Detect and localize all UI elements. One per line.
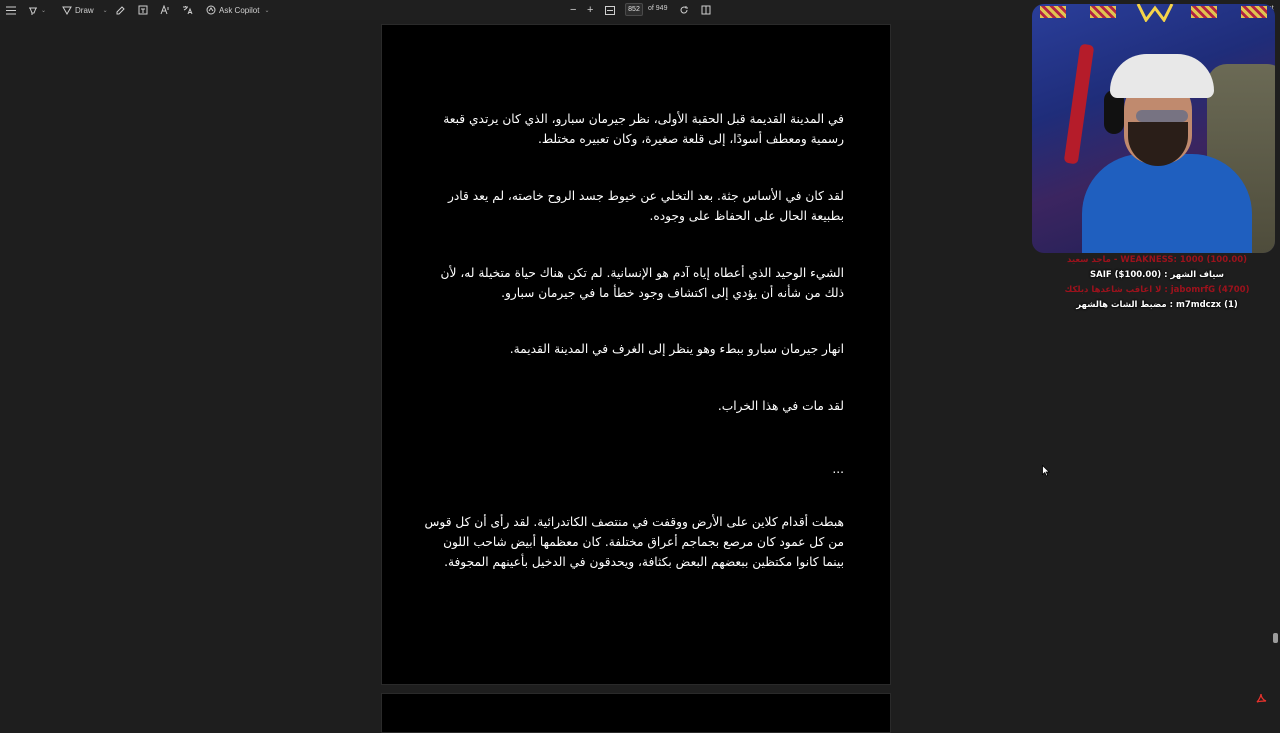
text-box-icon: [138, 5, 148, 15]
paragraph: لقد مات في هذا الخراب.: [717, 399, 844, 413]
draw-pen-icon: [62, 5, 72, 15]
stream-chat-overlay: [1062, 253, 1252, 313]
pdf-icon: [1255, 692, 1267, 704]
zoom-out-button[interactable]: [570, 4, 576, 16]
chevron-down-icon: ⌄: [102, 7, 108, 14]
read-aloud-icon: [160, 5, 170, 15]
chevron-down-icon: ⌄: [41, 7, 47, 14]
streamer-logo-icon: [1136, 4, 1174, 22]
draw-label: Draw: [75, 5, 94, 15]
fit-page-icon: [605, 6, 615, 15]
pdf-page: [381, 24, 891, 685]
paragraph: الشيء الوحيد الذي أعطاه إياه آدم هو الإنسانية. لم تكن هناك حياة متخيلة له، لأن ذلك من شأنه أن يؤدي إلى اكتشاف وجود خطأ ما في جيرمان سبارو.: [440, 266, 844, 300]
erase-button[interactable]: [115, 4, 125, 16]
webcam-overlay: [1032, 4, 1275, 253]
fit-page-button[interactable]: [605, 4, 615, 16]
chat-faded-line: WEAKNESS: 1000 (100.00) - ماجد سعيد: [1066, 255, 1248, 265]
page-count: of 949: [648, 5, 668, 12]
frame-gem-decoration: [1090, 6, 1116, 18]
sidebar-toggle-button[interactable]: [6, 4, 16, 16]
highlight-button[interactable]: [28, 4, 46, 16]
ellipsis-paragraph: ...: [832, 462, 844, 476]
frame-gem-decoration: [1241, 6, 1267, 18]
translate-icon: [182, 5, 193, 15]
page-number-input[interactable]: 852: [625, 3, 643, 16]
streamer-cap: [1110, 54, 1214, 98]
page-view-icon: [701, 5, 711, 15]
read-aloud-button[interactable]: [160, 4, 170, 16]
streamer-hoodie: [1082, 154, 1252, 253]
chevron-down-icon: ⌄: [264, 7, 270, 14]
rotate-icon: [679, 5, 689, 15]
glasses-shape: [1136, 110, 1188, 122]
pdf-page-next: [381, 693, 891, 733]
paragraph: انهار جيرمان سبارو ببطء وهو ينظر إلى الغرف في المدينة القديمة.: [509, 342, 844, 356]
paragraph: هبطت أقدام كلاين على الأرض ووقفت في منتصف الكاتدرائية. لقد رأى أن كل قوس من كل عمود كان مرصع بجماجم أعراق مختلفة. كان معظمها أبيض شاحب اللون بينما كانوا مكتظين ببعضهم البعض بكثافة، ويحدقون في الدخيل بأعينهم المجوفة.: [424, 515, 844, 569]
translate-button[interactable]: [182, 4, 193, 16]
paragraph: في المدينة القديمة قبل الحقبة الأولى، نظر جيرمان سبارو، الذي كان يرتدي قبعة رسمية ومعطف أسودًا، إلى قلعة صغيرة، وكان تعبيره مختلط.: [443, 112, 844, 146]
rotate-button[interactable]: [679, 4, 689, 16]
mouse-cursor-icon: [1042, 465, 1050, 477]
frame-gem-decoration: [1191, 6, 1217, 18]
zoom-in-button[interactable]: [587, 4, 593, 16]
paragraph: لقد كان في الأساس جثة. بعد التخلي عن خيوط جسد الروح خاصته، لم يعد قادر بطبيعة الحال على الحفاظ على وجوده.: [447, 189, 844, 223]
draw-button[interactable]: [62, 4, 108, 16]
highlighter-icon: [28, 5, 38, 15]
plus-icon: +: [587, 4, 594, 16]
microphone-arm: [1064, 44, 1095, 165]
minus-icon: −: [570, 4, 577, 16]
frame-gem-decoration: [1040, 6, 1066, 18]
chat-faded-line: jabomrfG (4700) : لا اعاقب شاعدها دبلكك: [1064, 285, 1250, 295]
chat-line-top-donor: سياف الشهر : SAIF ($100.00): [1090, 270, 1224, 280]
ask-copilot-button[interactable]: [206, 4, 270, 16]
ask-copilot-label: Ask Copilot: [219, 5, 260, 15]
vertical-scrollbar-thumb[interactable]: [1273, 633, 1278, 643]
add-text-button[interactable]: [138, 4, 148, 16]
page-view-button[interactable]: [701, 4, 711, 16]
sidebar-list-icon: [6, 6, 16, 15]
copilot-icon: [206, 5, 216, 15]
eraser-icon: [115, 5, 125, 15]
chat-line-top-chatter: m7mdczx (1) : مضبط الشات هالشهر: [1076, 300, 1238, 310]
